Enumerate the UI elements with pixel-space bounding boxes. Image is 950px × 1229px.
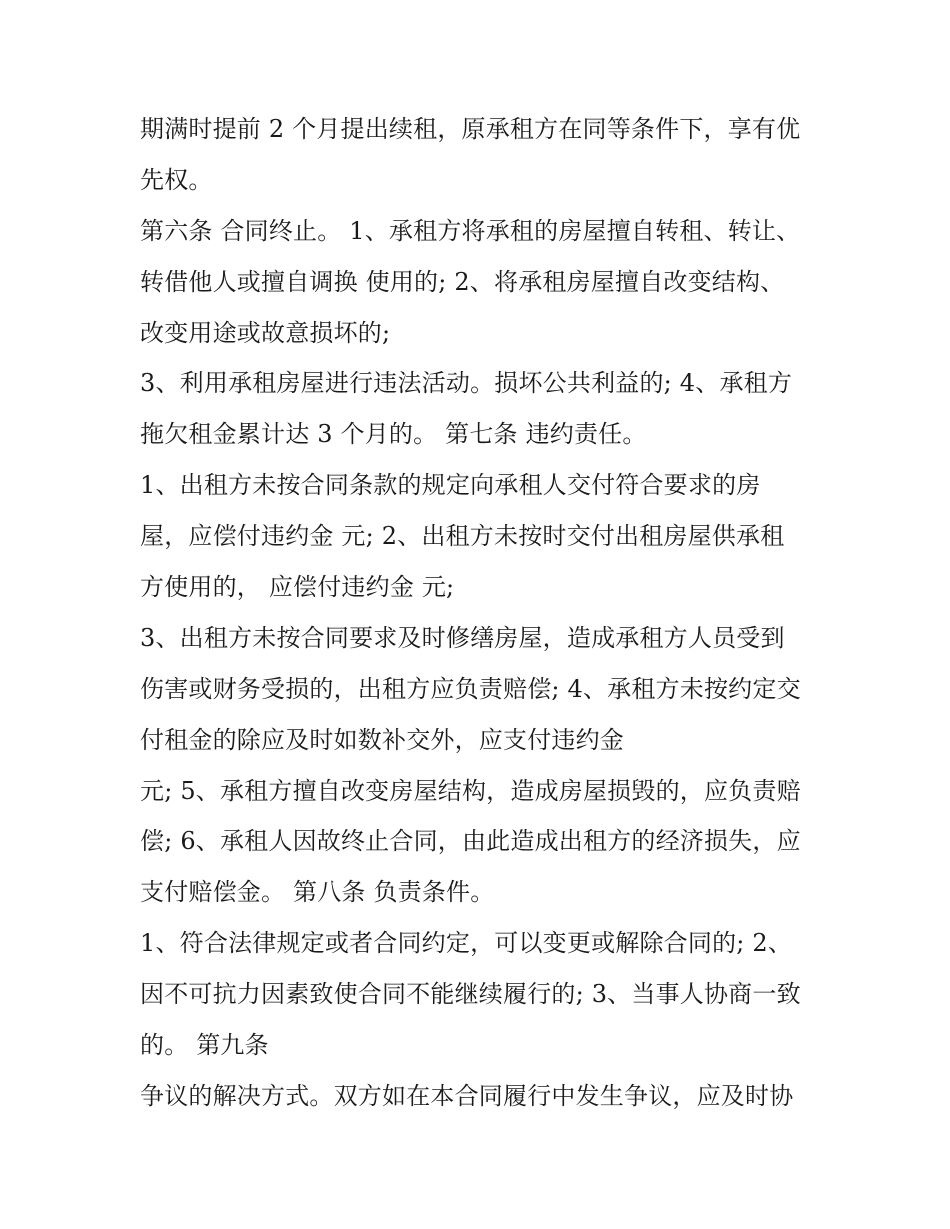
text-line: 屋，应偿付违约金 元; 2、出租方未按时交付出租房屋供承租 bbox=[140, 522, 785, 551]
text-line: 转借他人或擅自调换 使用的; 2、将承租房屋擅自改变结构、 bbox=[140, 267, 785, 296]
text-line: 先权。 bbox=[140, 165, 213, 194]
text-line: 第六条 合同终止。 1、承租方将承租的房屋擅自转租、转让、 bbox=[140, 216, 801, 245]
text-line: 方使用的， 应偿付违约金 元; bbox=[140, 573, 455, 602]
text-line: 支付赔偿金。 第八条 负责条件。 bbox=[140, 878, 495, 907]
text-line: 改变用途或故意损坏的; bbox=[140, 318, 391, 347]
text-line: 1、出租方未按合同条款的规定向承租人交付符合要求的房 bbox=[140, 471, 761, 500]
text-line: 偿; 6、承租人因故终止合同，由此造成出租方的经济损失，应 bbox=[140, 827, 801, 856]
text-line: 因不可抗力因素致使合同不能继续履行的; 3、当事人协商一致 bbox=[140, 980, 801, 1009]
text-line: 1、符合法律规定或者合同约定，可以变更或解除合同的; 2、 bbox=[140, 929, 793, 958]
text-line: 拖欠租金累计达 3 个月的。 第七条 违约责任。 bbox=[140, 420, 647, 449]
contract-text-body bbox=[140, 104, 820, 1122]
text-line: 伤害或财务受损的，出租方应负责赔偿; 4、承租方未按约定交 bbox=[140, 674, 801, 703]
text-line: 元; 5、承租方擅自改变房屋结构，造成房屋损毁的，应负责赔 bbox=[140, 776, 801, 805]
text-line: 争议的解决方式。双方如在本合同履行中发生争议，应及时协 bbox=[140, 1081, 794, 1110]
text-line: 的。 第九条 bbox=[140, 1031, 269, 1060]
text-line: 期满时提前 2 个月提出续租，原承租方在同等条件下，享有优 bbox=[140, 115, 801, 143]
text-line: 3、出租方未按合同要求及时修缮房屋，造成承租方人员受到 bbox=[140, 623, 785, 652]
text-line: 3、利用承租房屋进行违法活动。损坏公共利益的; 4、承租方 bbox=[140, 369, 793, 398]
text-line: 付租金的除应及时如数补交外，应支付违约金 bbox=[140, 725, 624, 754]
